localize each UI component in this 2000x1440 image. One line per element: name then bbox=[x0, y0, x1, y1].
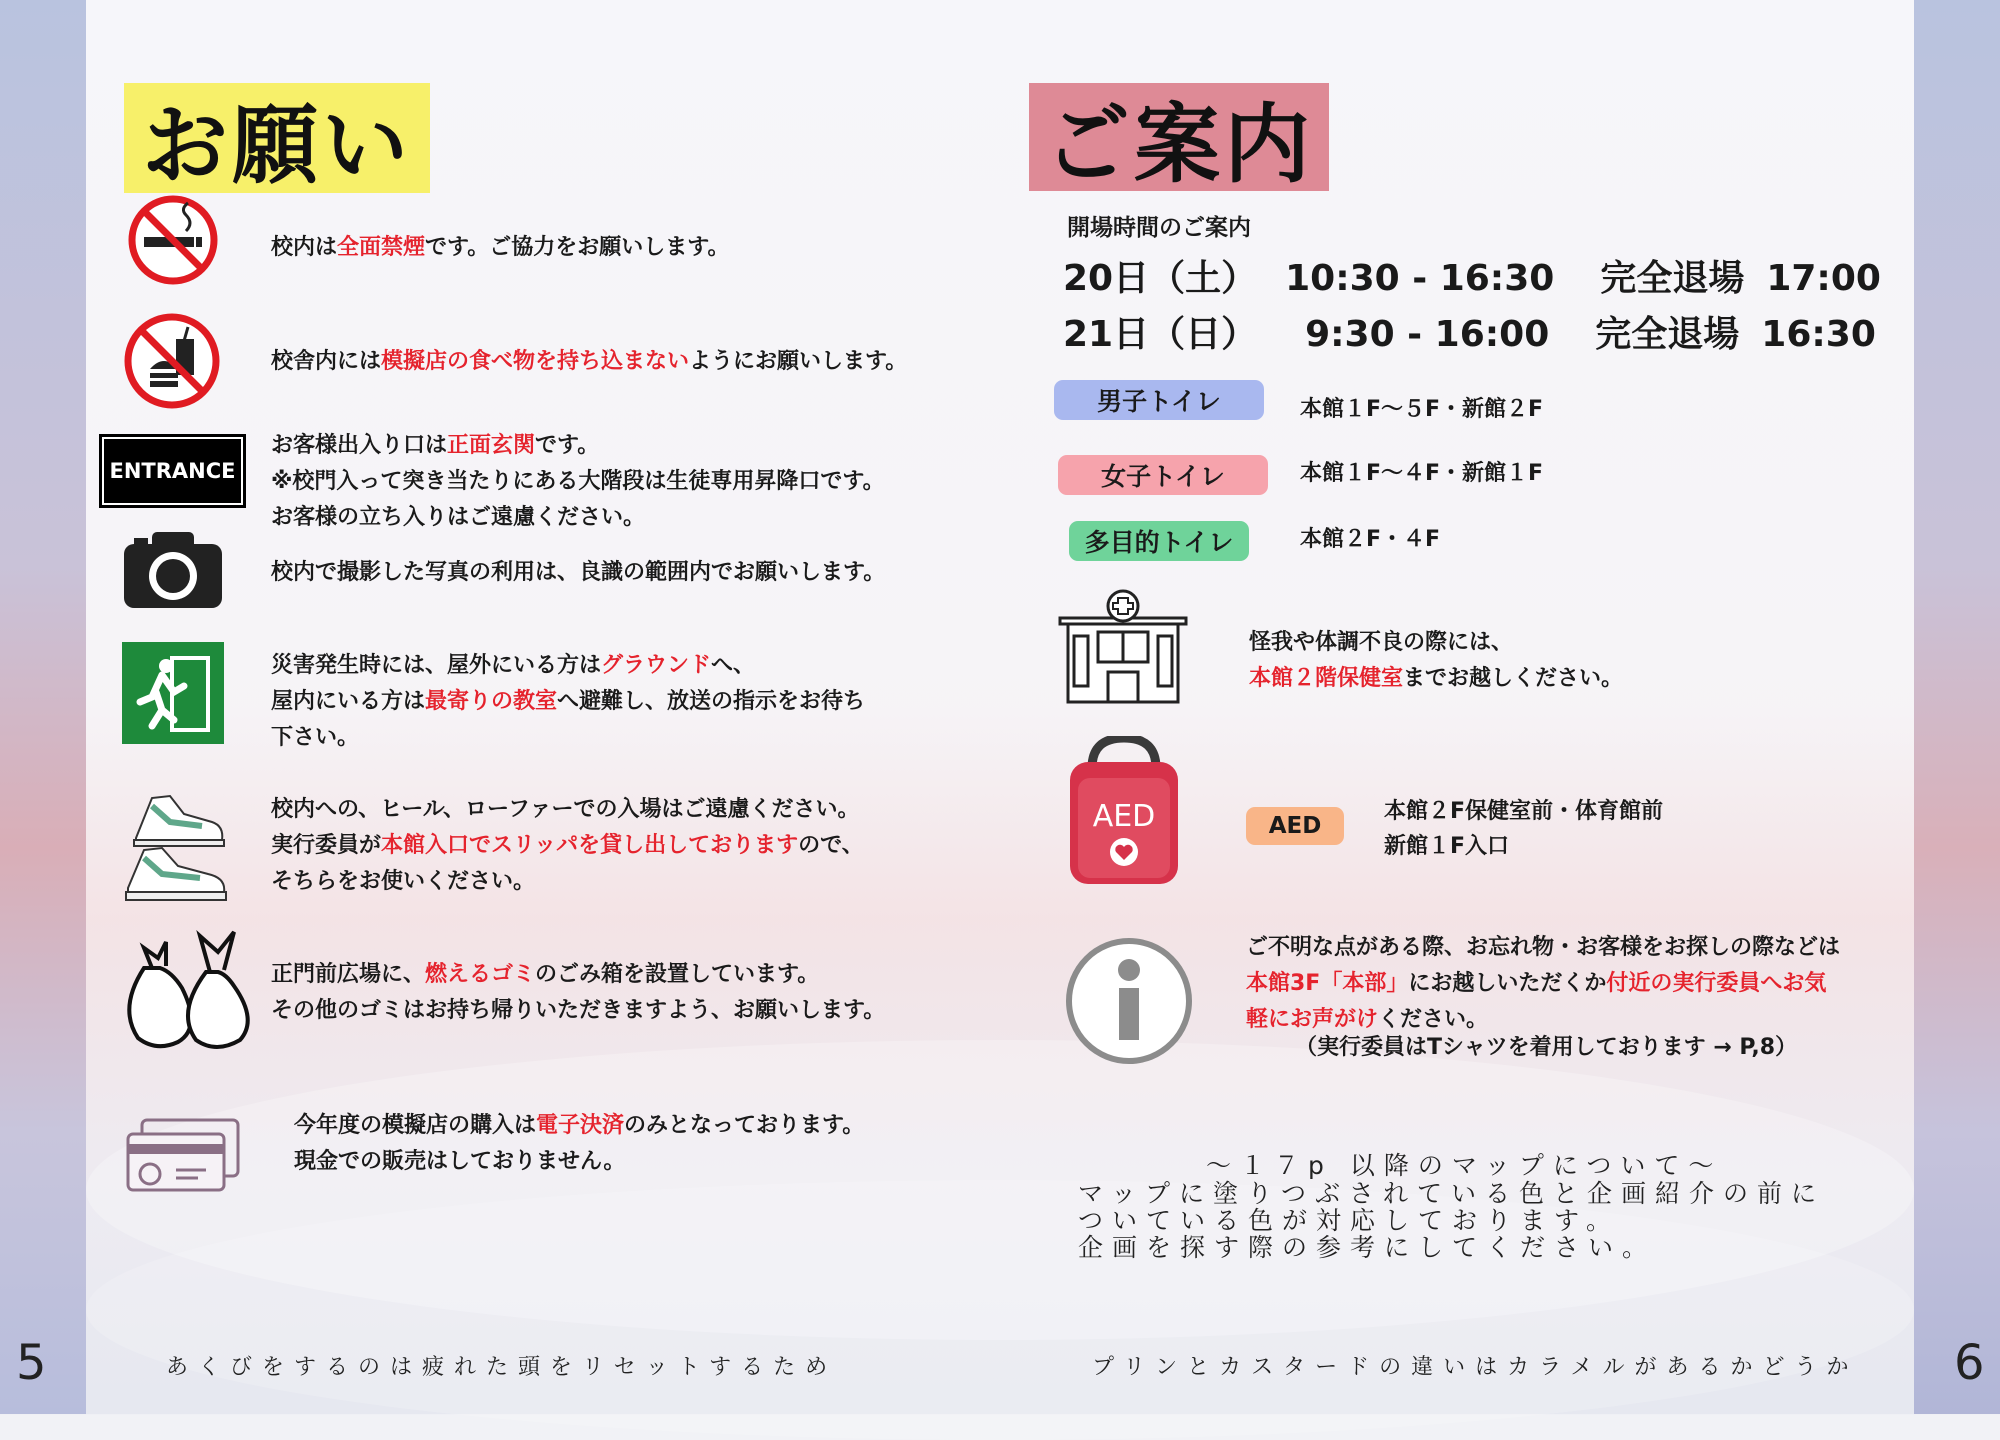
highlight-text: 本館入口でスリッパを貸し出しております bbox=[381, 833, 799, 858]
hours-time: 10:30 - 16:30 bbox=[1285, 258, 1555, 299]
hours-row-sat bbox=[1063, 250, 1881, 301]
body-text: 下さい。 bbox=[271, 725, 360, 750]
right-page-number: 6 bbox=[1954, 1335, 1985, 1391]
toilet-women-badge: 女子トイレ bbox=[1058, 455, 1268, 495]
body-text: ※校門入って突き当たりにある大階段は生徒専用昇降口です。 bbox=[271, 469, 885, 494]
payment-text bbox=[294, 1108, 864, 1180]
body-text: 今年度の模擬店の購入は bbox=[294, 1113, 537, 1138]
body-text: お客様の立ち入りはご遠慮ください。 bbox=[271, 505, 646, 530]
evacuation-text bbox=[271, 648, 865, 756]
body-text: のみとなっております。 bbox=[624, 1113, 865, 1138]
toilet-men-location: 本館１F〜５F・新館２F bbox=[1300, 397, 1544, 422]
highlight-text: 燃えるゴミ bbox=[425, 962, 536, 987]
toilet-women-location: 本館１F〜４F・新館１F bbox=[1300, 461, 1544, 486]
aed-kit-text: AED bbox=[1092, 799, 1156, 834]
no-smoking-icon bbox=[126, 193, 220, 287]
highlight-text: グラウンド bbox=[601, 653, 712, 678]
map-note-line-3: 企画を探す際の参考にしてください。 bbox=[1078, 1233, 1657, 1262]
no-food-text bbox=[271, 344, 907, 380]
body-text: 校舎内には bbox=[271, 349, 382, 374]
map-note-line-2: ついている色が対応しております。 bbox=[1078, 1206, 1621, 1235]
info-icon bbox=[1064, 936, 1194, 1066]
photo-policy-text bbox=[271, 555, 885, 591]
info-note: （実行委員はTシャツを着用しております → P,8） bbox=[1295, 1035, 1798, 1060]
body-text: その他のゴミはお持ち帰りいただきますよう、お願いします。 bbox=[271, 998, 886, 1023]
body-text: 災害発生時には、屋外にいる方は bbox=[271, 653, 602, 678]
body-text: までお越しください。 bbox=[1403, 666, 1624, 691]
footwear-text bbox=[271, 792, 864, 900]
entrance-sign-icon bbox=[99, 434, 246, 508]
aed-location-2: 新館１F入口 bbox=[1384, 834, 1510, 859]
hours-label: 開場時間のご案内 bbox=[1067, 215, 1251, 241]
credit-cards-icon bbox=[126, 1118, 242, 1194]
camera-icon bbox=[122, 530, 224, 610]
info-text bbox=[1246, 930, 1840, 1038]
emergency-exit-icon bbox=[122, 642, 224, 744]
left-page-number: 5 bbox=[16, 1335, 47, 1391]
aed-kit-icon bbox=[1068, 736, 1180, 886]
left-page-edge bbox=[0, 0, 86, 1414]
highlight-text: 付近の実行委員へお気 bbox=[1606, 971, 1827, 996]
right-footer-trivia: プリンとカスタードの違いはカラメルがあるかどうか bbox=[1092, 1355, 1859, 1380]
entrance-sign-label: ENTRANCE bbox=[102, 437, 243, 505]
right-page-title: ご案内 bbox=[1029, 83, 1329, 191]
hours-day: 20日（土） bbox=[1063, 258, 1258, 299]
health-room-text bbox=[1249, 625, 1623, 697]
body-text: そちらをお使いください。 bbox=[271, 869, 536, 894]
close-label: 完全退場 bbox=[1600, 258, 1745, 299]
background-dune bbox=[86, 1180, 1914, 1440]
body-text: 屋内にいる方は bbox=[271, 689, 426, 714]
sneakers-icon bbox=[122, 786, 234, 906]
left-page-title: お願い bbox=[124, 83, 430, 193]
no-food-icon bbox=[122, 311, 222, 411]
body-text: 怪我や体調不良の際には、 bbox=[1249, 630, 1514, 655]
left-footer-trivia: あくびをするのは疲れた頭をリセットするため bbox=[166, 1355, 838, 1380]
body-text: お客様出入り口は bbox=[271, 433, 448, 458]
highlight-text: 本館２階保健室 bbox=[1249, 666, 1404, 691]
aed-location-1: 本館２F保健室前・体育館前 bbox=[1384, 799, 1664, 824]
body-text: にお越しいただくか bbox=[1408, 971, 1607, 996]
body-text: へ、 bbox=[711, 653, 756, 678]
toilet-multi-badge: 多目的トイレ bbox=[1069, 521, 1249, 561]
body-text: ので、 bbox=[798, 833, 864, 858]
toilet-men-badge: 男子トイレ bbox=[1054, 380, 1264, 420]
body-text: 校内は bbox=[271, 235, 338, 260]
highlight-text: 本館3F「本部」 bbox=[1246, 971, 1409, 996]
body-text: 校内で撮影した写真の利用は、良識の範囲内でお願いします。 bbox=[271, 560, 886, 585]
body-text: 校内への、ヒール、ローファーでの入場はご遠慮ください。 bbox=[271, 797, 860, 822]
highlight-text: 模擬店の食べ物を持ち込まない bbox=[381, 349, 690, 374]
garbage-bags-icon bbox=[122, 928, 256, 1054]
map-note-title: 〜１７p 以降のマップについて〜 bbox=[1206, 1151, 1723, 1180]
highlight-text: 最寄りの教室 bbox=[425, 689, 558, 714]
body-text: です。 bbox=[535, 433, 600, 458]
highlight-text: 正面玄関 bbox=[447, 433, 536, 458]
hours-day: 21日（日） bbox=[1063, 314, 1258, 355]
entrance-text bbox=[271, 428, 885, 536]
hours-row-sun bbox=[1063, 306, 1876, 357]
highlight-text: 電子決済 bbox=[536, 1113, 625, 1138]
close-label: 完全退場 bbox=[1595, 314, 1740, 355]
hospital-icon bbox=[1058, 588, 1188, 704]
body-text: へ避難し、放送の指示をお待ち bbox=[557, 689, 866, 714]
close-time: 17:00 bbox=[1766, 258, 1881, 299]
garbage-text bbox=[271, 957, 885, 1029]
toilet-multi-location: 本館２F・４F bbox=[1300, 527, 1441, 552]
aed-badge: AED bbox=[1246, 807, 1344, 845]
highlight-text: 全面禁煙 bbox=[337, 235, 426, 260]
hours-time: 9:30 - 16:00 bbox=[1305, 314, 1550, 355]
highlight-text: 軽にお声がけ bbox=[1246, 1007, 1379, 1032]
body-text: 現金での販売はしておりません。 bbox=[294, 1149, 626, 1174]
no-smoking-text bbox=[271, 230, 730, 266]
body-text: ください。 bbox=[1378, 1007, 1489, 1032]
body-text: です。ご協力をお願いします。 bbox=[425, 235, 730, 260]
body-text: 正門前広場に、 bbox=[271, 962, 426, 987]
body-text: ご不明な点がある際、お忘れ物・お客様をお探しの際などは bbox=[1246, 935, 1841, 960]
close-time: 16:30 bbox=[1761, 314, 1876, 355]
right-page-edge bbox=[1914, 0, 2000, 1414]
body-text: のごみ箱を設置しています。 bbox=[535, 962, 820, 987]
body-text: 実行委員が bbox=[271, 833, 382, 858]
body-text: ようにお願いします。 bbox=[689, 349, 908, 374]
map-note-line-1: マップに塗りつぶされている色と企画紹介の前に bbox=[1078, 1179, 1826, 1208]
